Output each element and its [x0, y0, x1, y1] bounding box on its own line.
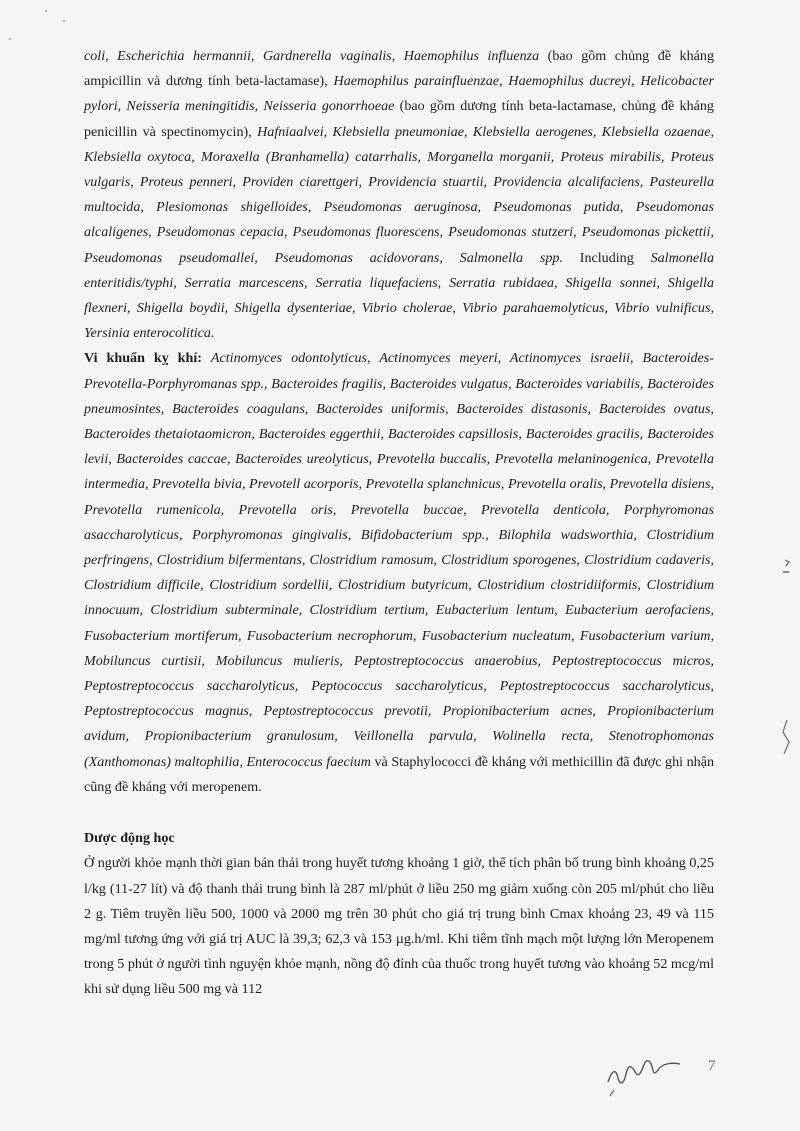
text-run: (bao gồm dương tính beta-lactamase, chủng đề kháng penicillin và spectinomycin),	[84, 98, 714, 140]
species-names: Actinomyces odontolyticus, Actinomyces meyeri, Actinomyces israelii, Bacteroides-Prevotella-Porphyromanas spp., Bacteroides fragilis, Bacteroides vulgatus, Bacteroides variabilis, Bacteroides pneumosintes, Bacteroides coagulans, Bacteroides uniformis, Bacteroides distasonis, Bacteroides ovatus, Bacteroides thetaiotaomicron, Bacteroides eggerthii, Bacteroides capsillosis, Bacteroides gracilis, Bacteroides levii, Bacteroides caccae, Bacteroides ureolyticus, Prevotella buccalis, Prevotella melaninogenica, Prevotella intermedia, Prevotella bivia, Prevotell acorporis, Prevotella splanchnicus, Prevotella oralis, Prevotella disiens, Prevotella rumenicola, Prevotella oris, Prevotella buccae, Prevotella denticola, Porphyromonas asaccharolyticus, Porphyromonas gingivalis, Bifidobacterium spp., Bilophila wadsworthia, Clostridium perfringens, Clostridium bifermentans, Clostridium ramosum, Clostridium sporogenes, Clostridium cadaveris, Clostridium difficile, Clostridium sordellii, Clostridium butyricum, Clostridium clostridiiformis, Clostridium innocuum, Clostridium subterminale, Clostridium tertium, Eubacterium lentum, Eubacterium aerofaciens, Fusobacterium mortiferum, Fusobacterium necrophorum, Fusobacterium nucleatum, Fusobacterium varium, Mobiluncus curtisii, Mobiluncus mulieris, Peptostreptococcus anaerobius, Peptostreptococcus micros, Peptostreptococcus saccharolyticus, Peptococcus saccharolyticus, Peptostreptococcus saccharolyticus, Peptostreptococcus magnus, Peptostreptococcus prevotii, Propionibacterium acnes, Propionibacterium avidum, Propionibacterium granulosum, Veillonella parvula, Wolinella recta, Stenotrophomonas (Xanthomonas) maltophilia, Enterococcus faecium	[84, 350, 714, 770]
section-heading: Dược động học	[84, 830, 175, 847]
scan-speck	[63, 20, 65, 22]
species-names: Haemophilus parainfluenzae, Haemophilus ducreyi, Helicobacter pylori, Neisseria meningitidis, Neisseria gonorrhoeae	[84, 73, 714, 115]
paragraph-label: Vi khuẩn kỵ khí:	[84, 350, 211, 367]
margin-scan-marks	[765, 520, 795, 820]
text-run: Including	[562, 249, 651, 266]
paragraph	[84, 851, 714, 1002]
handwritten-signature	[600, 1040, 690, 1100]
paragraph	[84, 44, 714, 346]
species-names: Salmonella enteritidis/typhi, Serratia marcescens, Serratia liquefaciens, Serratia rubidaea, Shigella sonnei, Shigella flexneri, Shigella boydii, Shigella dysenteriae, Vibrio cholerae, Vibrio parahaemolyticus, Vibrio vulnificus, Yersinia enterocolitica.	[84, 249, 714, 342]
species-names: Hafniaalvei, Klebsiella pneumoniae, Klebsiella aerogenes, Klebsiella ozaenae, Klebsiella oxytoca, Moraxella (Branhamella) catarrhalis, Morganella morganii, Proteus mirabilis, Proteus vulgaris, Proteus penneri, Providen ciarettgeri, Providencia stuartii, Providencia alcalifaciens, Pasteurella multocida, Plesiomonas shigelloides, Pseudomonas aeruginosa, Pseudomonas putida, Pseudomonas alcaligenes, Pseudomonas cepacia, Pseudomonas fluorescens, Pseudomonas stutzeri, Pseudomonas pickettii, Pseudomonas pseudomallei, Pseudomonas acidovorans, Salmonella spp.	[84, 123, 714, 266]
text-run: Ở người khỏe mạnh thời gian bán thải trong huyết tương khoảng 1 giờ, thể tích phân bố trung bình khoảng 0,25 l/kg (11-27 lít) và độ thanh thải trung bình là 287 ml/phút ở liều 250 mg giảm xuống còn 205 ml/phút cho liều 2 g. Tiêm truyền liều 500, 1000 và 2000 mg trên 30 phút cho giá trị trung bình Cmax khoảng 23, 49 và 115 mg/ml tương ứng với giá trị AUC là 39,3; 62,3 và 153 µg.h/ml. Khi tiêm tĩnh mạch một lượng lớn Meropenem trong 5 phút ở người tình nguyện khỏe mạnh, nồng độ đỉnh của thuốc trong huyết tương vào khoảng 52 mcg/ml khi sử dụng liều 500 mg và 112	[84, 855, 714, 998]
page-number: 7	[708, 1058, 716, 1074]
species-names: coli, Escherichia hermannii, Gardnerella vaginalis, Haemophilus influenza	[84, 48, 540, 64]
body-text	[84, 44, 714, 1003]
scan-speck	[45, 10, 47, 12]
paragraph	[84, 346, 714, 800]
text-run: và Staphylococci đề kháng với methicillin đã được ghi nhận cũng đề kháng với meropenem.	[84, 753, 714, 795]
scan-speck	[9, 38, 11, 40]
text-run: (bao gồm chủng đề kháng ampicillin và dương tính beta-lactamase),	[84, 48, 714, 90]
